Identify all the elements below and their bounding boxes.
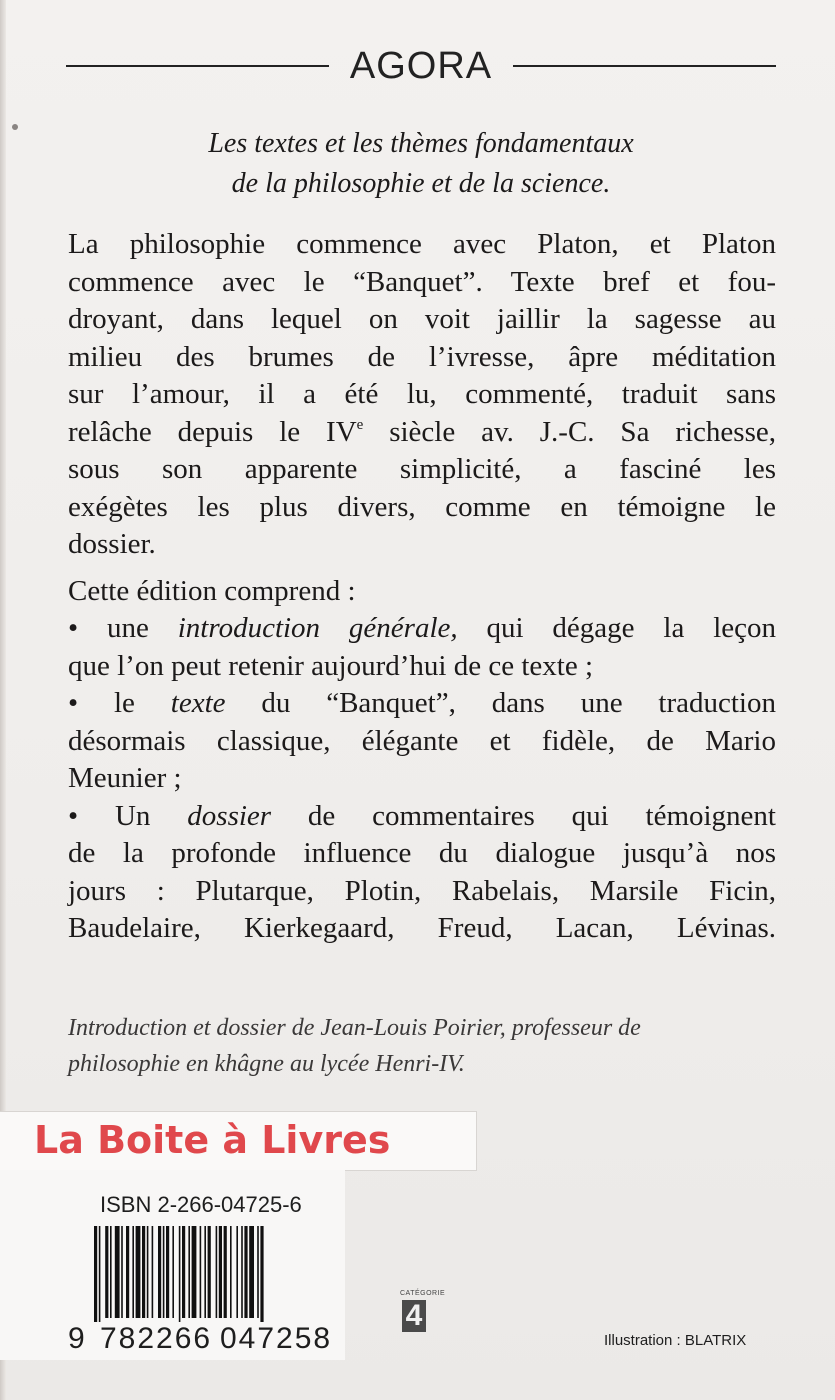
bookstore-sticker <box>0 1112 476 1170</box>
blurb-line: milieu des brumes de l’ivresse, âpre méditation <box>68 340 776 373</box>
series-logo: AGORA <box>349 45 493 87</box>
edition-item-line: jours : Plutarque, Plotin, Rabelais, Marsile Ficin, <box>68 874 776 907</box>
credit-line: Introduction et dossier de Jean-Louis Poirier, professeur de <box>68 1015 641 1041</box>
blurb-line: sous son apparente simplicité, a fasciné les <box>68 453 776 485</box>
blurb-line: La philosophie commence avec Platon, et Platon <box>68 228 776 260</box>
category-label: CATÉGORIE <box>400 1290 446 1297</box>
edition-item-line: que l’on peut retenir aujourd’hui de ce texte ; <box>68 649 594 682</box>
isbn-text: ISBN 2-266-04725-6 <box>100 1192 302 1217</box>
edition-item-line: Meunier ; <box>68 762 182 794</box>
ean-group-left: 782266 <box>100 1322 213 1355</box>
header-rule-left <box>66 65 329 67</box>
ean-group-right: 047258 <box>220 1322 333 1355</box>
edition-item-text: • le texte du “Banquet”, dans une traduction <box>68 687 776 719</box>
category-badge: 4 <box>402 1300 426 1332</box>
ean-first-digit: 9 <box>68 1322 85 1355</box>
edition-item-dossier: • Un dossier de commentaires qui témoignent <box>68 799 776 832</box>
blurb-line: sur l’amour, il a été lu, commenté, traduit sans <box>68 378 776 410</box>
barcode-icon <box>94 1226 336 1322</box>
edition-item-line: de la profonde influence du dialogue jusqu’à nos <box>68 837 776 869</box>
series-header <box>66 44 776 88</box>
tagline-line: Les textes et les thèmes fondamentaux <box>208 128 634 159</box>
blurb-line: dossier. <box>68 528 156 560</box>
edition-intro: Cette édition comprend : <box>68 574 356 607</box>
illustration-credit: Illustration : BLATRIX <box>604 1332 747 1349</box>
tagline-line: de la philosophie et de la science. <box>231 168 611 199</box>
edition-item-introduction: • une introduction générale, qui dégage la leçon <box>68 612 776 644</box>
edition-item-line: désormais classique, élégante et fidèle, de Mario <box>68 724 776 757</box>
editor-credit <box>68 1010 776 1082</box>
sticker-text: La Boite à Livres <box>34 1118 391 1162</box>
blurb <box>68 226 776 948</box>
cover-mark <box>12 124 18 130</box>
edition-item-line: Baudelaire, Kierkegaard, Freud, Lacan, Lévinas. <box>68 912 776 944</box>
credit-line: philosophie en khâgne au lycée Henri-IV. <box>68 1051 465 1077</box>
series-tagline <box>66 124 776 204</box>
blurb-line: relâche depuis le IVe siècle av. J.-C. Sa richesse, <box>68 415 776 448</box>
header-rule-right <box>513 65 776 67</box>
blurb-line: droyant, dans lequel on voit jaillir la sagesse au <box>68 303 776 335</box>
blurb-line: exégètes les plus divers, comme en témoigne le <box>68 490 776 523</box>
blurb-line: commence avec le “Banquet”. Texte bref et fou- <box>68 265 776 298</box>
